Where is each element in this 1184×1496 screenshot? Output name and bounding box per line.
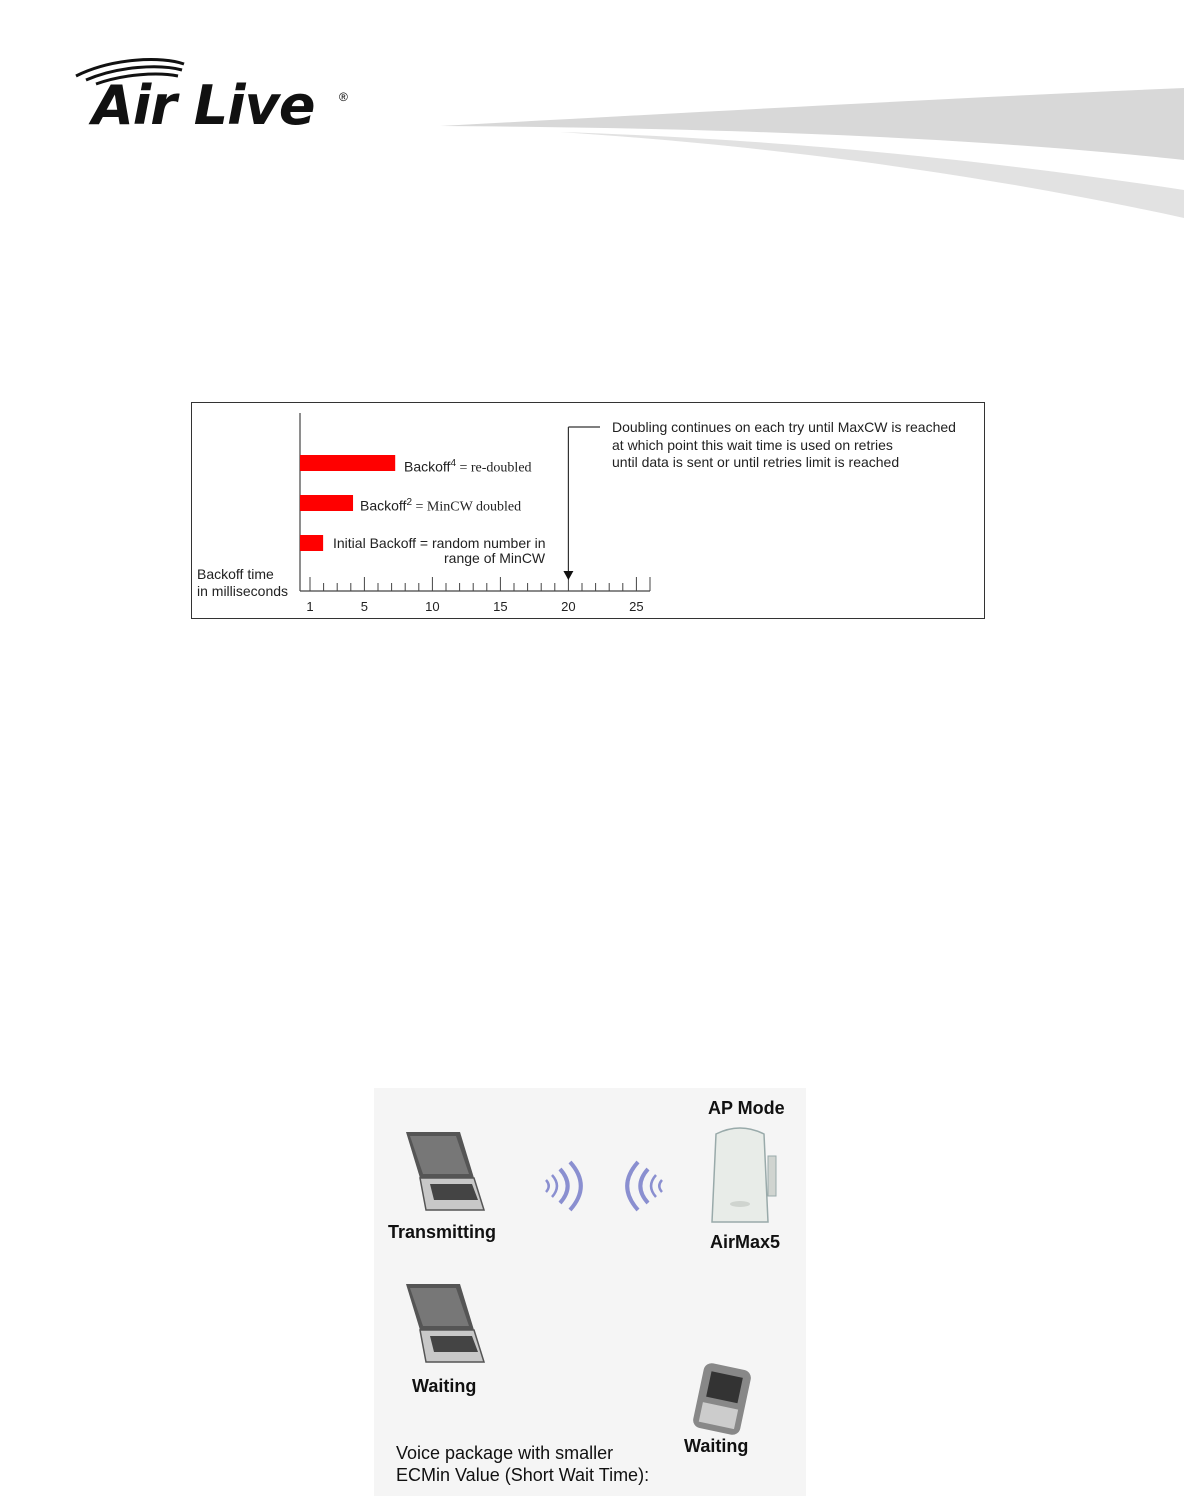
x-tick-label: 1 xyxy=(306,599,314,614)
qos-illustration xyxy=(374,1088,806,1496)
x-tick-label: 10 xyxy=(425,599,440,614)
x-tick-label: 20 xyxy=(561,599,576,614)
voice-caption-line1: Voice package with smaller xyxy=(396,1443,614,1463)
signal-wave-arc xyxy=(560,1169,568,1203)
laptop-waiting-icon xyxy=(406,1284,484,1362)
backoff2-label: Backoff$^2$ = MinCW doubled xyxy=(360,497,522,515)
initial-backoff-label: Initial Backoff = random number in xyxy=(333,535,546,551)
backoff-diagram xyxy=(191,402,985,619)
maxcw-marker-arrow xyxy=(563,571,573,580)
backoff4-label: Backoff$^4$ = re-doubled xyxy=(404,458,532,476)
signal-wave-arc xyxy=(627,1162,638,1210)
airmax5-device-icon xyxy=(712,1128,776,1222)
y-axis-label-line2: in milliseconds xyxy=(197,583,289,599)
signal-wave-arc xyxy=(651,1175,656,1197)
airlive-logo: Air Live xyxy=(92,74,315,137)
maxcw-note-line1: Doubling continues on each try until MaxCW is reached xyxy=(612,419,956,435)
maxcw-note-line2: at which point this wait time is used on retries xyxy=(612,437,893,453)
waiting-phone-label: Waiting xyxy=(684,1436,749,1456)
wireless-signal-icon xyxy=(546,1162,662,1210)
maxcw-note-line3: until data is sent or until retries limit is reached xyxy=(612,454,900,470)
waiting-laptop-label: Waiting xyxy=(412,1376,477,1396)
y-axis-label-line1: Backoff time xyxy=(197,566,274,582)
x-tick-label: 25 xyxy=(629,599,644,614)
smartphone-waiting-icon xyxy=(692,1362,753,1437)
signal-wave-arc xyxy=(552,1175,557,1197)
signal-wave-arc xyxy=(570,1162,581,1210)
backoff-bar xyxy=(300,535,323,551)
signal-wave-arc xyxy=(546,1180,549,1192)
x-tick-label: 5 xyxy=(360,599,369,614)
qos-diagram xyxy=(374,1088,806,1496)
airmax5-label: AirMax5 xyxy=(710,1232,781,1252)
registered-mark: ® xyxy=(339,90,348,104)
backoff-bar xyxy=(300,455,395,471)
page-header xyxy=(0,0,1184,240)
laptop-transmitting-icon xyxy=(406,1132,484,1210)
signal-wave-arc xyxy=(640,1169,648,1203)
voice-caption-line2: ECMin Value (Short Wait Time): xyxy=(396,1465,650,1485)
transmitting-label: Transmitting xyxy=(388,1222,497,1242)
x-tick-label: 15 xyxy=(493,599,508,614)
signal-wave-arc xyxy=(659,1180,662,1192)
backoff-bar xyxy=(300,495,353,511)
initial-backoff-label-line2: range of MinCW xyxy=(444,550,546,566)
ap-mode-label: AP Mode xyxy=(708,1098,785,1118)
